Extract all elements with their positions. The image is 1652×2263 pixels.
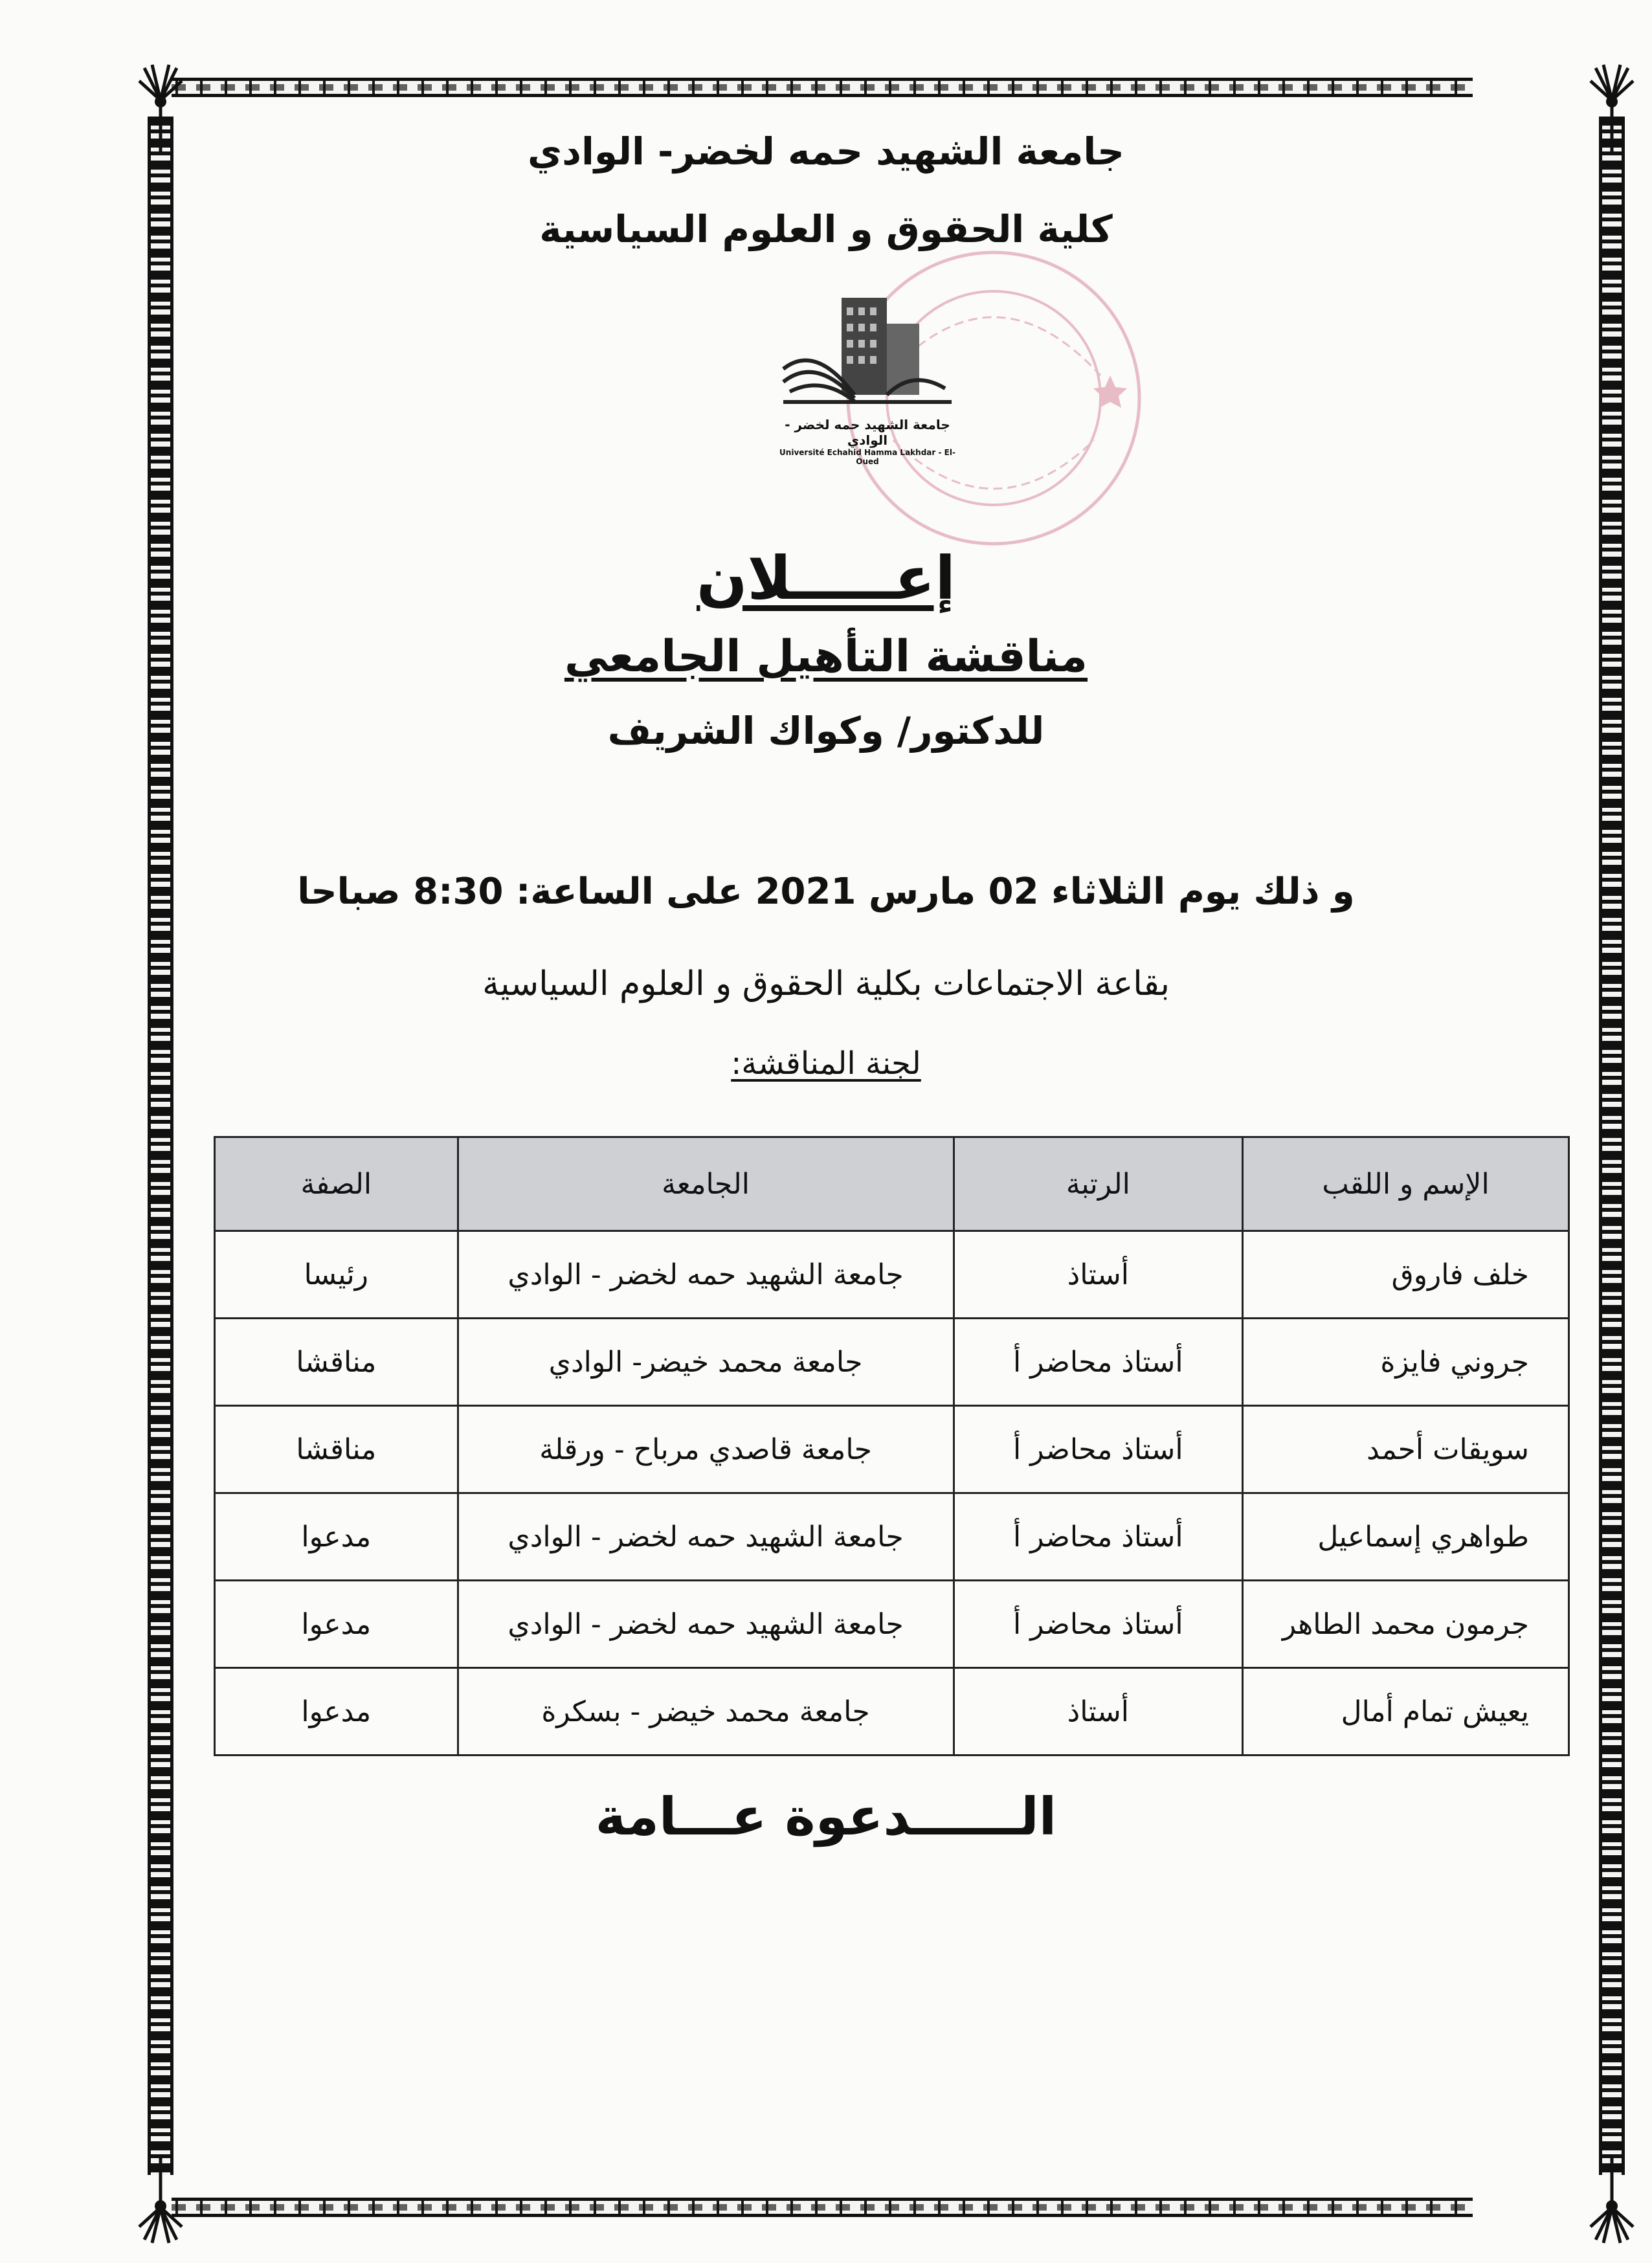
header-role: الصفة xyxy=(215,1137,458,1231)
member-rank: أستاذ xyxy=(954,1231,1243,1319)
member-university: جامعة محمد خيضر - بسكرة xyxy=(458,1668,954,1756)
member-rank: أستاذ محاضر أ xyxy=(954,1406,1243,1493)
table-row xyxy=(215,1406,1569,1493)
frame-top-border xyxy=(172,78,1473,97)
member-role: مناقشا xyxy=(215,1406,458,1493)
announcement-title: إعـــــلان xyxy=(697,544,955,613)
member-rank: أستاذ xyxy=(954,1668,1243,1756)
header-rank: الرتبة xyxy=(954,1137,1243,1231)
table-row xyxy=(215,1319,1569,1406)
announcement-subtitle: مناقشة التأهيل الجامعي xyxy=(564,631,1088,682)
member-university: جامعة قاصدي مرباح - ورقلة xyxy=(458,1406,954,1493)
venue-line: بقاعة الاجتماعات بكلية الحقوق و العلوم السياسية xyxy=(482,964,1170,1003)
member-university: جامعة الشهيد حمه لخضر - الوادي xyxy=(458,1493,954,1581)
header-name: الإسم و اللقب xyxy=(1243,1137,1569,1231)
member-name: خلف فاروق xyxy=(1243,1231,1569,1319)
committee-label: لجنة المناقشة: xyxy=(731,1045,921,1082)
member-name: جرمون محمد الطاهر xyxy=(1243,1581,1569,1668)
member-name: سويقات أحمد xyxy=(1243,1406,1569,1493)
logo-name-fr: Université Echahid Hamma Lakhdar - El-Oued xyxy=(779,448,955,466)
date-time-line: و ذلك يوم الثلاثاء 02 مارس 2021 على الساعة: 8:30 صباحا xyxy=(297,871,1355,913)
public-invitation: الــــــدعوة عـــامة xyxy=(595,1787,1057,1847)
table-row xyxy=(215,1231,1569,1319)
frame-left-border xyxy=(148,117,173,2175)
table-row xyxy=(215,1581,1569,1668)
university-name: جامعة الشهيد حمه لخضر- الوادي xyxy=(528,129,1124,173)
member-role: مدعوا xyxy=(215,1581,458,1668)
member-name: طواهري إسماعيل xyxy=(1243,1493,1569,1581)
member-role: مدعوا xyxy=(215,1668,458,1756)
member-university: جامعة الشهيد حمه لخضر - الوادي xyxy=(458,1231,954,1319)
table-row xyxy=(215,1493,1569,1581)
member-rank: أستاذ محاضر أ xyxy=(954,1493,1243,1581)
header-university: الجامعة xyxy=(458,1137,954,1231)
university-logo xyxy=(770,278,965,466)
ornament-bottom-right-icon xyxy=(1589,2156,1635,2246)
ornament-bottom-left-icon xyxy=(138,2156,183,2246)
member-university: جامعة محمد خيضر- الوادي xyxy=(458,1319,954,1406)
faculty-name: كلية الحقوق و العلوم السياسية xyxy=(539,207,1113,251)
member-name: يعيش تمام أمال xyxy=(1243,1668,1569,1756)
member-university: جامعة الشهيد حمه لخضر - الوادي xyxy=(458,1581,954,1668)
member-name: جروني فايزة xyxy=(1243,1319,1569,1406)
member-role: مدعوا xyxy=(215,1493,458,1581)
member-role: مناقشا xyxy=(215,1319,458,1406)
member-rank: أستاذ محاضر أ xyxy=(954,1581,1243,1668)
table-header-row xyxy=(215,1137,1569,1231)
candidate-name: للدكتور/ وكواك الشريف xyxy=(607,709,1045,753)
committee-table xyxy=(214,1136,1570,1756)
logo-name-ar: جامعة الشهيد حمه لخضر - الوادي xyxy=(785,417,950,448)
table-row xyxy=(215,1668,1569,1756)
member-rank: أستاذ محاضر أ xyxy=(954,1319,1243,1406)
member-role: رئيسا xyxy=(215,1231,458,1319)
frame-bottom-border xyxy=(172,2198,1473,2217)
frame-right-border xyxy=(1599,117,1625,2175)
